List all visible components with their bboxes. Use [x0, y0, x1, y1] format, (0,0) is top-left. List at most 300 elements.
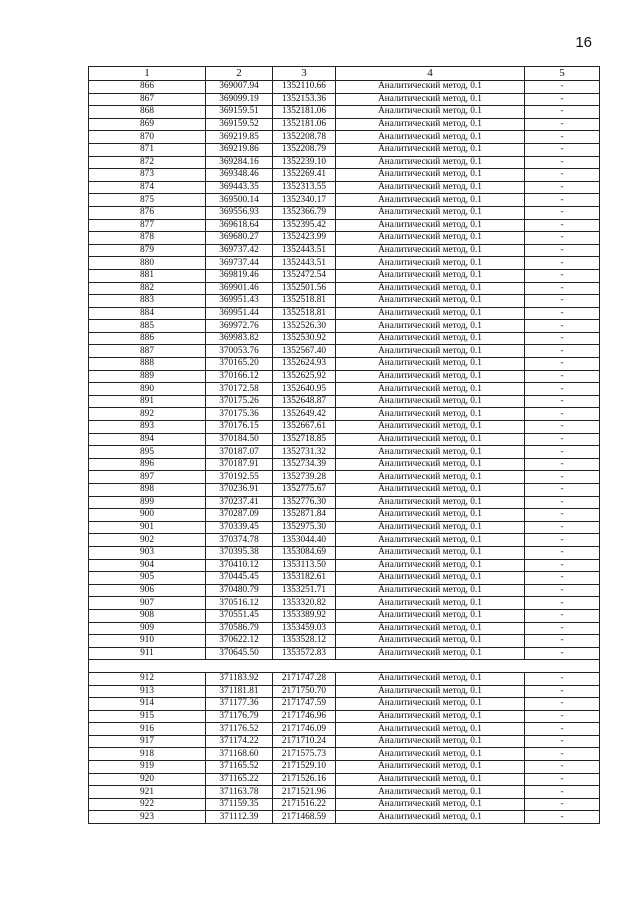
y-coordinate-cell: 1352649.42 — [273, 408, 336, 421]
table-row — [89, 622, 600, 635]
description-cell: - — [525, 118, 600, 131]
table-row — [89, 219, 600, 232]
x-coordinate-cell: 370176.15 — [206, 421, 273, 434]
description-cell: - — [525, 773, 600, 786]
y-coordinate-cell: 1352739.28 — [273, 471, 336, 484]
description-cell: - — [525, 698, 600, 711]
x-coordinate-cell: 370645.50 — [206, 647, 273, 660]
description-cell: - — [525, 395, 600, 408]
table-row — [89, 93, 600, 106]
y-coordinate-cell: 1352518.81 — [273, 307, 336, 320]
y-coordinate-cell: 1352775.67 — [273, 484, 336, 497]
table-row — [89, 647, 600, 660]
y-coordinate-cell: 2171746.09 — [273, 723, 336, 736]
x-coordinate-cell: 369618.64 — [206, 219, 273, 232]
method-cell: Аналитический метод, 0.1 — [336, 320, 525, 333]
y-coordinate-cell: 1352313.55 — [273, 181, 336, 194]
table-row — [89, 181, 600, 194]
y-coordinate-cell: 1352731.32 — [273, 446, 336, 459]
description-cell: - — [525, 358, 600, 371]
table-row — [89, 735, 600, 748]
point-number-cell: 921 — [89, 786, 206, 799]
y-coordinate-cell: 1352340.17 — [273, 194, 336, 207]
y-coordinate-cell: 1352567.40 — [273, 345, 336, 358]
point-number-cell: 890 — [89, 383, 206, 396]
description-cell: - — [525, 232, 600, 245]
method-cell: Аналитический метод, 0.1 — [336, 509, 525, 522]
table-row — [89, 559, 600, 572]
table-row — [89, 332, 600, 345]
point-number-cell: 888 — [89, 358, 206, 371]
x-coordinate-cell: 369099.19 — [206, 93, 273, 106]
table-row — [89, 685, 600, 698]
x-coordinate-cell: 369983.82 — [206, 332, 273, 345]
description-cell: - — [525, 723, 600, 736]
y-coordinate-cell: 1352423.99 — [273, 232, 336, 245]
table-row — [89, 572, 600, 585]
x-coordinate-cell: 369219.85 — [206, 131, 273, 144]
y-coordinate-cell: 1352181.06 — [273, 106, 336, 119]
y-coordinate-cell: 1352734.39 — [273, 458, 336, 471]
method-cell: Аналитический метод, 0.1 — [336, 597, 525, 610]
table-row — [89, 131, 600, 144]
description-cell: - — [525, 786, 600, 799]
x-coordinate-cell: 369443.35 — [206, 181, 273, 194]
table-row — [89, 282, 600, 295]
description-cell: - — [525, 131, 600, 144]
method-cell: Аналитический метод, 0.1 — [336, 433, 525, 446]
x-coordinate-cell: 369972.76 — [206, 320, 273, 333]
method-cell: Аналитический метод, 0.1 — [336, 206, 525, 219]
method-cell: Аналитический метод, 0.1 — [336, 244, 525, 257]
method-cell: Аналитический метод, 0.1 — [336, 181, 525, 194]
description-cell: - — [525, 383, 600, 396]
x-coordinate-cell: 371168.60 — [206, 748, 273, 761]
x-coordinate-cell: 370192.55 — [206, 471, 273, 484]
method-cell: Аналитический метод, 0.1 — [336, 534, 525, 547]
table-row — [89, 81, 600, 94]
method-cell: Аналитический метод, 0.1 — [336, 395, 525, 408]
x-coordinate-cell: 369819.46 — [206, 269, 273, 282]
point-number-cell: 917 — [89, 735, 206, 748]
y-coordinate-cell: 1352443.51 — [273, 257, 336, 270]
description-cell: - — [525, 609, 600, 622]
x-coordinate-cell: 370187.91 — [206, 458, 273, 471]
description-cell: - — [525, 761, 600, 774]
point-number-cell: 883 — [89, 295, 206, 308]
table-row — [89, 295, 600, 308]
table-row — [89, 345, 600, 358]
description-cell: - — [525, 446, 600, 459]
x-coordinate-cell: 369284.16 — [206, 156, 273, 169]
table-row — [89, 169, 600, 182]
table-row — [89, 546, 600, 559]
point-number-cell: 880 — [89, 257, 206, 270]
method-cell: Аналитический метод, 0.1 — [336, 358, 525, 371]
point-number-cell: 899 — [89, 496, 206, 509]
x-coordinate-cell: 370480.79 — [206, 584, 273, 597]
page-number: 16 — [575, 34, 592, 51]
method-cell: Аналитический метод, 0.1 — [336, 521, 525, 534]
x-coordinate-cell: 370551.45 — [206, 609, 273, 622]
y-coordinate-cell: 1352625.92 — [273, 370, 336, 383]
x-coordinate-cell: 370237.41 — [206, 496, 273, 509]
method-cell: Аналитический метод, 0.1 — [336, 635, 525, 648]
description-cell: - — [525, 559, 600, 572]
table-row — [89, 484, 600, 497]
table-row — [89, 370, 600, 383]
table-row — [89, 609, 600, 622]
y-coordinate-cell: 1353389.92 — [273, 609, 336, 622]
x-coordinate-cell: 369737.44 — [206, 257, 273, 270]
table-row — [89, 421, 600, 434]
method-cell: Аналитический метод, 0.1 — [336, 194, 525, 207]
description-cell: - — [525, 345, 600, 358]
method-cell: Аналитический метод, 0.1 — [336, 131, 525, 144]
y-coordinate-cell: 1352518.81 — [273, 295, 336, 308]
point-number-cell: 887 — [89, 345, 206, 358]
y-coordinate-cell: 1353182.61 — [273, 572, 336, 585]
x-coordinate-cell: 370175.36 — [206, 408, 273, 421]
table-row — [89, 635, 600, 648]
y-coordinate-cell: 1353084.69 — [273, 546, 336, 559]
x-coordinate-cell: 370287.09 — [206, 509, 273, 522]
table-row — [89, 509, 600, 522]
x-coordinate-cell: 370339.45 — [206, 521, 273, 534]
point-number-cell: 874 — [89, 181, 206, 194]
section-separator-row — [89, 660, 600, 673]
x-coordinate-cell: 370586.79 — [206, 622, 273, 635]
x-coordinate-cell: 371183.92 — [206, 672, 273, 685]
method-cell: Аналитический метод, 0.1 — [336, 257, 525, 270]
y-coordinate-cell: 1352776.30 — [273, 496, 336, 509]
method-cell: Аналитический метод, 0.1 — [336, 118, 525, 131]
point-number-cell: 902 — [89, 534, 206, 547]
method-cell: Аналитический метод, 0.1 — [336, 143, 525, 156]
description-cell: - — [525, 748, 600, 761]
x-coordinate-cell: 371176.79 — [206, 710, 273, 723]
header-method: 4 — [336, 67, 525, 81]
y-coordinate-cell: 1352871.84 — [273, 509, 336, 522]
y-coordinate-cell: 1352667.61 — [273, 421, 336, 434]
y-coordinate-cell: 1353113.50 — [273, 559, 336, 572]
y-coordinate-cell: 1352472.54 — [273, 269, 336, 282]
point-number-cell: 908 — [89, 609, 206, 622]
point-number-cell: 905 — [89, 572, 206, 585]
header-point-number: 1 — [89, 67, 206, 81]
y-coordinate-cell: 1352208.79 — [273, 143, 336, 156]
method-cell: Аналитический метод, 0.1 — [336, 446, 525, 459]
table-header-row — [89, 67, 600, 81]
method-cell: Аналитический метод, 0.1 — [336, 773, 525, 786]
x-coordinate-cell: 369159.51 — [206, 106, 273, 119]
x-coordinate-cell: 371176.52 — [206, 723, 273, 736]
method-cell: Аналитический метод, 0.1 — [336, 106, 525, 119]
description-cell: - — [525, 143, 600, 156]
description-cell: - — [525, 181, 600, 194]
method-cell: Аналитический метод, 0.1 — [336, 408, 525, 421]
table-row — [89, 244, 600, 257]
method-cell: Аналитический метод, 0.1 — [336, 609, 525, 622]
table-row — [89, 358, 600, 371]
y-coordinate-cell: 1352975.30 — [273, 521, 336, 534]
description-cell: - — [525, 710, 600, 723]
point-number-cell: 906 — [89, 584, 206, 597]
method-cell: Аналитический метод, 0.1 — [336, 546, 525, 559]
method-cell: Аналитический метод, 0.1 — [336, 269, 525, 282]
description-cell: - — [525, 534, 600, 547]
point-number-cell: 907 — [89, 597, 206, 610]
description-cell: - — [525, 458, 600, 471]
point-number-cell: 920 — [89, 773, 206, 786]
header-description: 5 — [525, 67, 600, 81]
point-number-cell: 867 — [89, 93, 206, 106]
method-cell: Аналитический метод, 0.1 — [336, 484, 525, 497]
table-row — [89, 383, 600, 396]
table-row — [89, 496, 600, 509]
method-cell: Аналитический метод, 0.1 — [336, 282, 525, 295]
header-x-coordinate: 2 — [206, 67, 273, 81]
table-row — [89, 521, 600, 534]
point-number-cell: 875 — [89, 194, 206, 207]
point-number-cell: 901 — [89, 521, 206, 534]
table-row — [89, 269, 600, 282]
method-cell: Аналитический метод, 0.1 — [336, 81, 525, 94]
y-coordinate-cell: 1352239.10 — [273, 156, 336, 169]
point-number-cell: 897 — [89, 471, 206, 484]
method-cell: Аналитический метод, 0.1 — [336, 761, 525, 774]
x-coordinate-cell: 370374.78 — [206, 534, 273, 547]
x-coordinate-cell: 369500.14 — [206, 194, 273, 207]
table-row — [89, 232, 600, 245]
table-row — [89, 257, 600, 270]
y-coordinate-cell: 2171521.96 — [273, 786, 336, 799]
y-coordinate-cell: 2171750.70 — [273, 685, 336, 698]
description-cell: - — [525, 282, 600, 295]
description-cell: - — [525, 496, 600, 509]
description-cell: - — [525, 622, 600, 635]
table-row — [89, 597, 600, 610]
table-row — [89, 320, 600, 333]
x-coordinate-cell: 370622.12 — [206, 635, 273, 648]
point-number-cell: 922 — [89, 798, 206, 811]
x-coordinate-cell: 370516.12 — [206, 597, 273, 610]
y-coordinate-cell: 1352395.42 — [273, 219, 336, 232]
y-coordinate-cell: 1353528.12 — [273, 635, 336, 648]
point-number-cell: 893 — [89, 421, 206, 434]
table-row — [89, 156, 600, 169]
x-coordinate-cell: 369007.94 — [206, 81, 273, 94]
point-number-cell: 903 — [89, 546, 206, 559]
table-row — [89, 458, 600, 471]
x-coordinate-cell: 371165.22 — [206, 773, 273, 786]
method-cell: Аналитический метод, 0.1 — [336, 622, 525, 635]
point-number-cell: 898 — [89, 484, 206, 497]
y-coordinate-cell: 1352530.92 — [273, 332, 336, 345]
method-cell: Аналитический метод, 0.1 — [336, 332, 525, 345]
x-coordinate-cell: 370445.45 — [206, 572, 273, 585]
description-cell: - — [525, 81, 600, 94]
x-coordinate-cell: 371177.36 — [206, 698, 273, 711]
table-body — [89, 81, 600, 824]
description-cell: - — [525, 597, 600, 610]
point-number-cell: 869 — [89, 118, 206, 131]
description-cell: - — [525, 244, 600, 257]
y-coordinate-cell: 2171575.73 — [273, 748, 336, 761]
y-coordinate-cell: 2171468.59 — [273, 811, 336, 824]
x-coordinate-cell: 370172.58 — [206, 383, 273, 396]
x-coordinate-cell: 370053.76 — [206, 345, 273, 358]
method-cell: Аналитический метод, 0.1 — [336, 345, 525, 358]
description-cell: - — [525, 269, 600, 282]
description-cell: - — [525, 433, 600, 446]
x-coordinate-cell: 370410.12 — [206, 559, 273, 572]
table-row — [89, 446, 600, 459]
y-coordinate-cell: 1352640.95 — [273, 383, 336, 396]
method-cell: Аналитический метод, 0.1 — [336, 647, 525, 660]
point-number-cell: 885 — [89, 320, 206, 333]
description-cell: - — [525, 584, 600, 597]
table-row — [89, 143, 600, 156]
y-coordinate-cell: 1352153.36 — [273, 93, 336, 106]
description-cell: - — [525, 307, 600, 320]
separator-cell — [89, 660, 600, 673]
point-number-cell: 919 — [89, 761, 206, 774]
x-coordinate-cell: 369556.93 — [206, 206, 273, 219]
point-number-cell: 877 — [89, 219, 206, 232]
point-number-cell: 913 — [89, 685, 206, 698]
method-cell: Аналитический метод, 0.1 — [336, 219, 525, 232]
point-number-cell: 866 — [89, 81, 206, 94]
method-cell: Аналитический метод, 0.1 — [336, 370, 525, 383]
point-number-cell: 872 — [89, 156, 206, 169]
method-cell: Аналитический метод, 0.1 — [336, 421, 525, 434]
method-cell: Аналитический метод, 0.1 — [336, 307, 525, 320]
description-cell: - — [525, 206, 600, 219]
point-number-cell: 876 — [89, 206, 206, 219]
x-coordinate-cell: 371112.39 — [206, 811, 273, 824]
point-number-cell: 900 — [89, 509, 206, 522]
y-coordinate-cell: 1352443.51 — [273, 244, 336, 257]
y-coordinate-cell: 2171526.16 — [273, 773, 336, 786]
y-coordinate-cell: 1352208.78 — [273, 131, 336, 144]
x-coordinate-cell: 370395.38 — [206, 546, 273, 559]
point-number-cell: 878 — [89, 232, 206, 245]
point-number-cell: 884 — [89, 307, 206, 320]
table-row — [89, 194, 600, 207]
table-row — [89, 798, 600, 811]
method-cell: Аналитический метод, 0.1 — [336, 383, 525, 396]
y-coordinate-cell: 2171747.59 — [273, 698, 336, 711]
x-coordinate-cell: 370175.26 — [206, 395, 273, 408]
y-coordinate-cell: 2171516.22 — [273, 798, 336, 811]
method-cell: Аналитический метод, 0.1 — [336, 735, 525, 748]
x-coordinate-cell: 370236.91 — [206, 484, 273, 497]
method-cell: Аналитический метод, 0.1 — [336, 811, 525, 824]
point-number-cell: 889 — [89, 370, 206, 383]
table-row — [89, 395, 600, 408]
table-row — [89, 786, 600, 799]
table-row — [89, 710, 600, 723]
method-cell: Аналитический метод, 0.1 — [336, 559, 525, 572]
y-coordinate-cell: 1353044.40 — [273, 534, 336, 547]
description-cell: - — [525, 421, 600, 434]
description-cell: - — [525, 798, 600, 811]
x-coordinate-cell: 369219.86 — [206, 143, 273, 156]
y-coordinate-cell: 1353459.03 — [273, 622, 336, 635]
table-row — [89, 534, 600, 547]
x-coordinate-cell: 370166.12 — [206, 370, 273, 383]
point-number-cell: 915 — [89, 710, 206, 723]
point-number-cell: 873 — [89, 169, 206, 182]
point-number-cell: 916 — [89, 723, 206, 736]
point-number-cell: 912 — [89, 672, 206, 685]
table-row — [89, 773, 600, 786]
description-cell: - — [525, 194, 600, 207]
table-row — [89, 408, 600, 421]
method-cell: Аналитический метод, 0.1 — [336, 169, 525, 182]
description-cell: - — [525, 169, 600, 182]
y-coordinate-cell: 1353572.83 — [273, 647, 336, 660]
point-number-cell: 881 — [89, 269, 206, 282]
method-cell: Аналитический метод, 0.1 — [336, 798, 525, 811]
point-number-cell: 909 — [89, 622, 206, 635]
x-coordinate-cell: 371181.81 — [206, 685, 273, 698]
y-coordinate-cell: 1352501.56 — [273, 282, 336, 295]
y-coordinate-cell: 1352110.66 — [273, 81, 336, 94]
table-row — [89, 206, 600, 219]
description-cell: - — [525, 484, 600, 497]
method-cell: Аналитический метод, 0.1 — [336, 786, 525, 799]
y-coordinate-cell: 2171746.96 — [273, 710, 336, 723]
method-cell: Аналитический метод, 0.1 — [336, 748, 525, 761]
method-cell: Аналитический метод, 0.1 — [336, 232, 525, 245]
table-row — [89, 118, 600, 131]
x-coordinate-cell: 369737.42 — [206, 244, 273, 257]
method-cell: Аналитический метод, 0.1 — [336, 496, 525, 509]
table-row — [89, 811, 600, 824]
method-cell: Аналитический метод, 0.1 — [336, 710, 525, 723]
description-cell: - — [525, 635, 600, 648]
y-coordinate-cell: 1352526.30 — [273, 320, 336, 333]
table-row — [89, 471, 600, 484]
x-coordinate-cell: 370165.20 — [206, 358, 273, 371]
description-cell: - — [525, 811, 600, 824]
point-number-cell: 896 — [89, 458, 206, 471]
point-number-cell: 871 — [89, 143, 206, 156]
description-cell: - — [525, 509, 600, 522]
point-number-cell: 911 — [89, 647, 206, 660]
description-cell: - — [525, 685, 600, 698]
x-coordinate-cell: 369951.44 — [206, 307, 273, 320]
description-cell: - — [525, 408, 600, 421]
point-number-cell: 868 — [89, 106, 206, 119]
point-number-cell: 894 — [89, 433, 206, 446]
description-cell: - — [525, 320, 600, 333]
y-coordinate-cell: 1352718.85 — [273, 433, 336, 446]
table-row — [89, 761, 600, 774]
point-number-cell: 882 — [89, 282, 206, 295]
table-row — [89, 433, 600, 446]
point-number-cell: 914 — [89, 698, 206, 711]
x-coordinate-cell: 369159.52 — [206, 118, 273, 131]
description-cell: - — [525, 106, 600, 119]
header-y-coordinate: 3 — [273, 67, 336, 81]
method-cell: Аналитический метод, 0.1 — [336, 471, 525, 484]
description-cell: - — [525, 521, 600, 534]
description-cell: - — [525, 546, 600, 559]
point-number-cell: 870 — [89, 131, 206, 144]
